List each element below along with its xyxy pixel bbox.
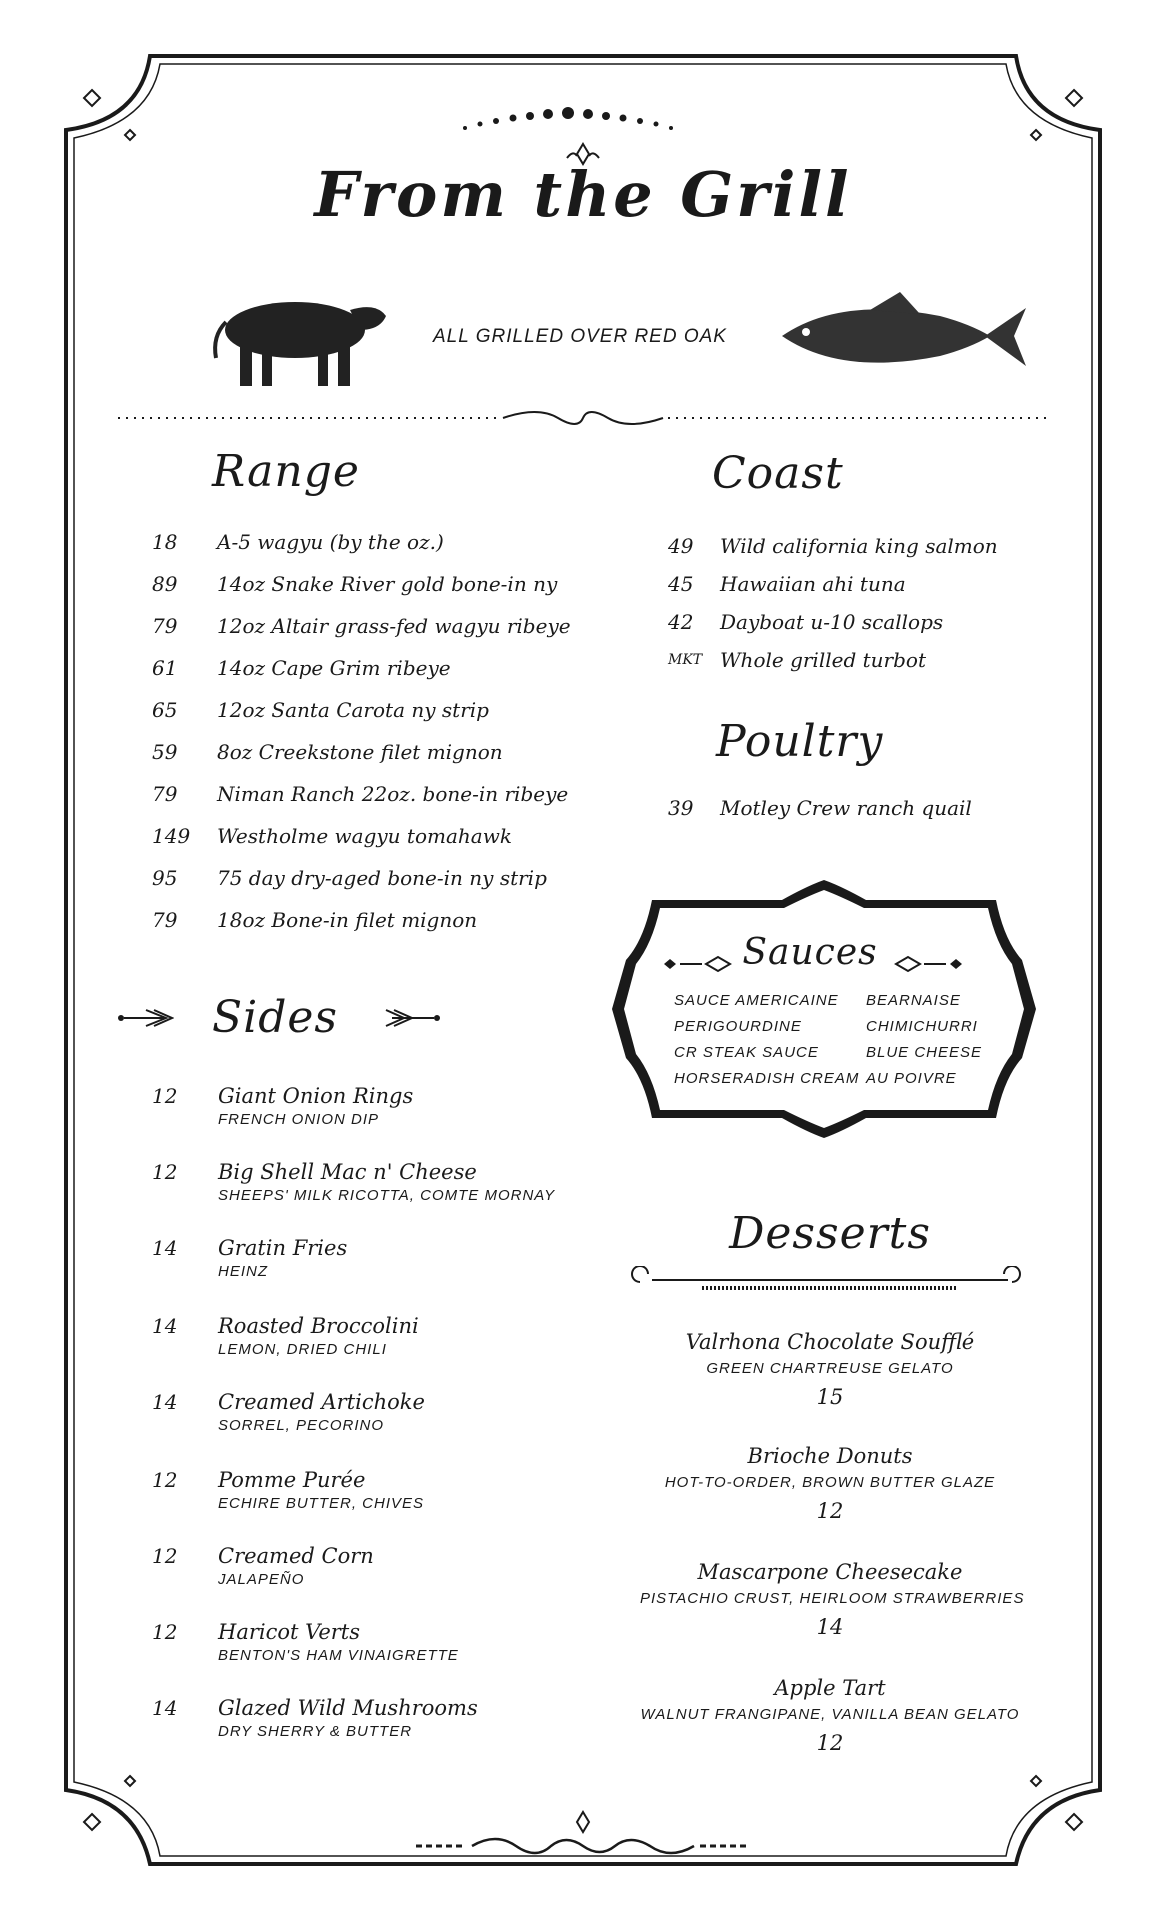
sides-heading: Sides	[212, 992, 338, 1043]
item-name: Valrhona Chocolate Soufflé	[685, 1330, 975, 1354]
item-price: 61	[152, 656, 178, 680]
sauces-heading: Sauces	[742, 932, 878, 973]
item-description: DRY SHERRY & BUTTER	[218, 1723, 413, 1740]
sauce-item: CHIMICHURRI	[866, 1018, 978, 1035]
desserts-divider	[622, 1266, 1038, 1296]
item-name: Motley Crew ranch quail	[720, 796, 972, 820]
item-name: Wild california king salmon	[720, 534, 998, 558]
item-name: Glazed Wild Mushrooms	[218, 1696, 478, 1720]
item-name: Creamed Artichoke	[218, 1390, 425, 1414]
item-price: 12	[816, 1731, 844, 1755]
item-description: FRENCH ONION DIP	[218, 1111, 380, 1128]
item-description: ECHIRE BUTTER, CHIVES	[218, 1495, 425, 1512]
item-description: PISTACHIO CRUST, HEIRLOOM STRAWBERRIES	[640, 1590, 1025, 1607]
item-price: 89	[152, 572, 178, 596]
item-price: 12	[152, 1544, 178, 1568]
item-name: Westholme wagyu tomahawk	[217, 824, 512, 848]
range-item	[152, 824, 652, 860]
sauce-item: CR STEAK SAUCE	[674, 1044, 819, 1061]
cow-icon	[200, 286, 396, 390]
item-price: 12	[152, 1620, 178, 1644]
sauce-item: AU POIVRE	[866, 1070, 957, 1087]
dessert-item	[640, 1676, 1020, 1755]
item-price: 12	[152, 1160, 178, 1184]
range-heading: Range	[212, 446, 360, 497]
item-description: WALNUT FRANGIPANE, VANILLA BEAN GELATO	[640, 1706, 1020, 1723]
range-item	[152, 782, 652, 818]
item-price: 12	[152, 1468, 178, 1492]
top-dots-ornament	[460, 104, 710, 134]
range-item	[152, 908, 652, 944]
item-price: 42	[668, 610, 694, 634]
item-price: 149	[152, 824, 191, 848]
item-description: HEINZ	[218, 1263, 268, 1280]
item-price: 14	[816, 1615, 844, 1639]
page-title: From the Grill	[314, 158, 852, 231]
item-price: 14	[152, 1696, 178, 1720]
range-item	[152, 866, 652, 902]
item-name: Brioche Donuts	[747, 1444, 913, 1468]
item-description: SHEEPS' MILK RICOTTA, COMTE MORNAY	[218, 1187, 556, 1204]
item-price: 79	[152, 908, 178, 932]
item-price: 79	[152, 614, 178, 638]
item-price: 18	[152, 530, 178, 554]
item-name: 14oz Snake River gold bone-in ny	[217, 572, 558, 596]
item-price: 95	[152, 866, 178, 890]
sauce-item: BLUE CHEESE	[866, 1044, 983, 1061]
item-name: Roasted Broccolini	[218, 1314, 419, 1338]
item-name: Big Shell Mac n' Cheese	[218, 1160, 477, 1184]
range-item	[152, 698, 652, 734]
sauces-left-column	[674, 992, 859, 1096]
coast-item	[668, 534, 1068, 570]
item-name: Pomme Purée	[218, 1468, 366, 1492]
item-price: 15	[816, 1385, 844, 1409]
range-item	[152, 530, 652, 566]
item-description: JALAPEÑO	[218, 1571, 305, 1588]
coast-item	[668, 572, 1068, 608]
item-name: 75 day dry-aged bone-in ny strip	[217, 866, 547, 890]
bottom-ornament	[416, 1808, 750, 1864]
item-price: 14	[152, 1236, 178, 1260]
item-name: Niman Ranch 22oz. bone-in ribeye	[217, 782, 569, 806]
item-name: Haricot Verts	[218, 1620, 361, 1644]
poultry-heading: Poultry	[716, 716, 884, 767]
item-name: 12oz Altair grass-fed wagyu ribeye	[217, 614, 571, 638]
item-description: LEMON, DRIED CHILI	[218, 1341, 387, 1358]
range-item	[152, 656, 652, 692]
coast-heading: Coast	[712, 448, 844, 499]
coast-item	[668, 610, 1068, 646]
item-price: 65	[152, 698, 178, 722]
sauces-right-column	[866, 992, 982, 1096]
coast-list	[668, 534, 1068, 694]
sides-list	[152, 1084, 632, 1764]
dessert-item	[640, 1330, 1020, 1409]
item-price: 12	[152, 1084, 178, 1108]
header-divider	[118, 404, 1048, 434]
poultry-list	[668, 796, 1068, 836]
sides-left-arrow-icon	[116, 1006, 174, 1030]
poultry-item	[668, 796, 1068, 832]
item-name: Mascarpone Cheesecake	[697, 1560, 963, 1584]
range-item	[152, 740, 652, 776]
sauces-right-ornament	[886, 954, 964, 974]
dessert-item	[640, 1560, 1025, 1639]
item-price: 14	[152, 1390, 178, 1414]
item-name: 14oz Cape Grim ribeye	[217, 656, 451, 680]
sauce-item: PERIGOURDINE	[674, 1018, 802, 1035]
sauce-item: BEARNAISE	[866, 992, 961, 1009]
item-price: 39	[668, 796, 694, 820]
item-price: MKT	[668, 652, 703, 668]
item-name: Apple Tart	[774, 1676, 886, 1700]
desserts-heading: Desserts	[729, 1208, 931, 1259]
sauce-item: HORSERADISH CREAM	[674, 1070, 860, 1087]
item-price: 59	[152, 740, 178, 764]
item-name: 8oz Creekstone filet mignon	[217, 740, 503, 764]
sauce-item: SAUCE AMERICAINE	[674, 992, 839, 1009]
subtitle-text: ALL GRILLED OVER RED OAK	[433, 326, 727, 347]
item-description: SORREL, PECORINO	[218, 1417, 385, 1434]
item-description: BENTON'S HAM VINAIGRETTE	[218, 1647, 459, 1664]
range-item	[152, 614, 652, 650]
range-item	[152, 572, 652, 608]
sauces-left-ornament	[662, 954, 740, 974]
range-list	[152, 530, 652, 950]
item-price: 12	[816, 1499, 844, 1523]
coast-item	[668, 648, 1068, 684]
item-name: Hawaiian ahi tuna	[720, 572, 906, 596]
item-price: 49	[668, 534, 694, 558]
item-name: Creamed Corn	[218, 1544, 374, 1568]
item-price: 14	[152, 1314, 178, 1338]
fish-icon	[770, 286, 1032, 378]
item-name: A-5 wagyu (by the oz.)	[217, 530, 444, 554]
item-name: 18oz Bone-in filet mignon	[217, 908, 478, 932]
item-name: Dayboat u-10 scallops	[720, 610, 944, 634]
item-price: 79	[152, 782, 178, 806]
item-description: HOT-TO-ORDER, BROWN BUTTER GLAZE	[664, 1474, 996, 1491]
dessert-item	[640, 1444, 1020, 1523]
item-name: Giant Onion Rings	[218, 1084, 414, 1108]
item-name: 12oz Santa Carota ny strip	[217, 698, 489, 722]
item-name: Gratin Fries	[218, 1236, 348, 1260]
item-description: GREEN CHARTREUSE GELATO	[706, 1360, 954, 1377]
sides-right-arrow-icon	[384, 1006, 442, 1030]
item-name: Whole grilled turbot	[720, 648, 926, 672]
item-price: 45	[668, 572, 694, 596]
